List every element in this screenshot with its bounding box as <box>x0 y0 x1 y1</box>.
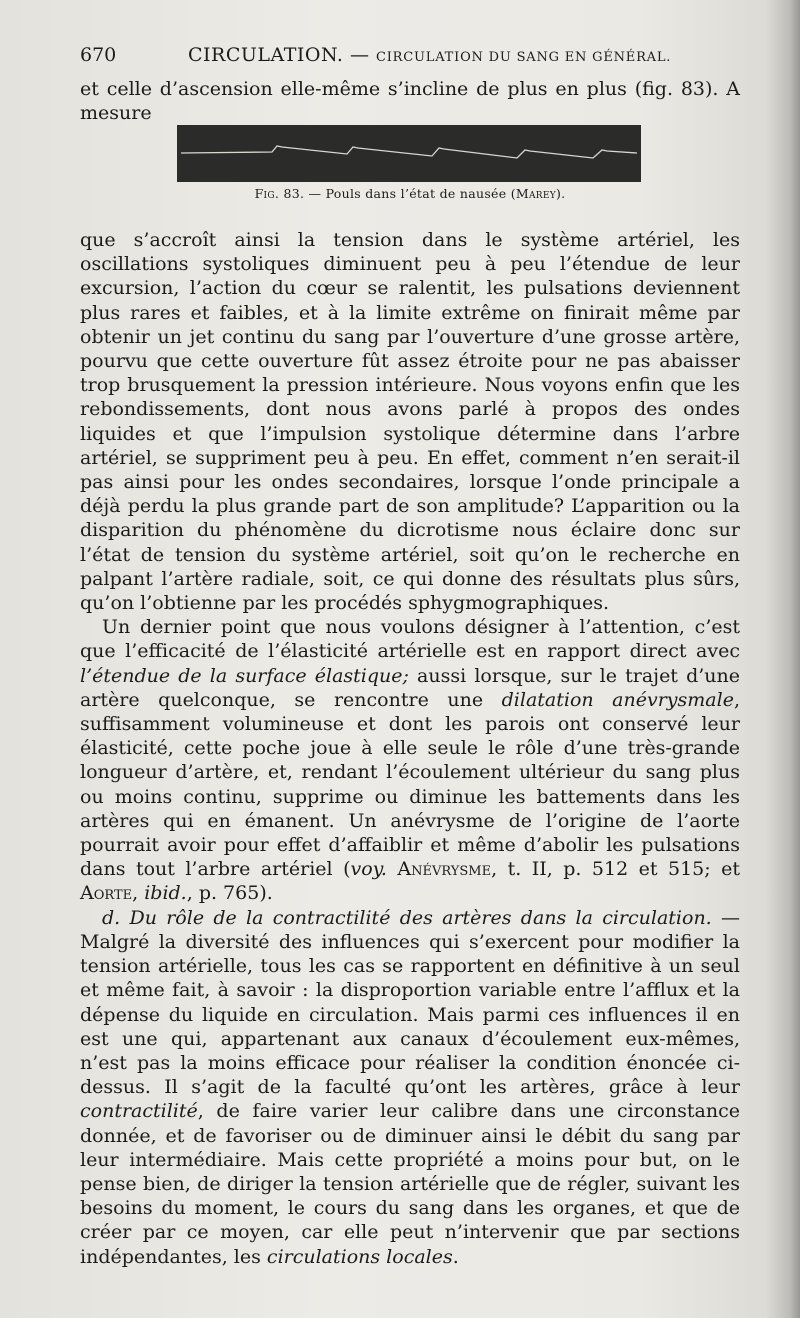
paragraph-3 <box>80 906 740 1269</box>
p2-text-f: , p. 765). <box>186 882 273 905</box>
caption-end: ). <box>555 186 566 201</box>
running-title-dash: — <box>349 44 370 66</box>
body-text <box>80 228 740 1269</box>
p2-italic-2: dilatation anévrysmale <box>501 688 734 711</box>
p3-text-c: . <box>452 1245 459 1268</box>
p3-italic-2: circulations locales <box>266 1245 453 1268</box>
p2-text-b: aussi lorsque, sur le trajet d’une artère quelconque, se rencontre une <box>80 664 740 711</box>
running-title-sub: CIRCULATION DU SANG EN GÉNÉRAL. <box>376 50 672 65</box>
p2-text-d: , t. II, p. 512 et 515; et <box>491 858 740 881</box>
paragraph-2 <box>80 615 740 905</box>
pulse-trace-graphic <box>177 125 641 182</box>
running-title <box>188 44 671 66</box>
figure-pulse-trace <box>177 125 641 182</box>
p2-aorte: Aorte <box>80 882 133 905</box>
paragraph-1: que s’accroît ainsi la tension dans le système artériel, les oscillations systoliques diminuent peu à peu l’étendue de leur excursion, l’action du cœur se ralentit, les pulsations deviennent plus rares et faibles, et à la limite extrême on finirait même par obtenir un jet continu du sang par l’ouverture d’une grosse artère, pourvu que cette ouverture fût assez étroite pour ne pas abaisser trop brusquement la pression intérieure. Nous voyons enfin que les rebondissements, dont nous avons parlé à propos des ondes liquides et que l’impulsion systolique détermine dans l’arbre artériel, se suppriment peu à peu. En effet, comment n’en serait-il pas ainsi pour les ondes secondaires, lorsque l’onde principale a déjà perdu la plus grande part de son amplitude? L’apparition ou la disparition du phénomène du dicrotisme nous éclaire donc sur l’état de tension du système artériel, soit qu’on le recherche en palpant l’artère radiale, soit, ce qui donne des résultats plus sûrs, qu’on l’obtienne par les procédés sphygmographiques. <box>80 229 740 615</box>
caption-text: — Pouls dans l’état de nausée ( <box>308 186 516 201</box>
p2-anevrysme: Anévrysme <box>397 858 492 881</box>
p2-text-e: , <box>132 882 145 905</box>
p3-text-b: , de faire varier leur calibre dans une circonstance donnée, et de favoriser ou de diminuer ainsi le débit du sang par leur intermédiaire. Mais cette propriété a moins pour but, on le pense bien, de diriger la tension artérielle que de régler, suivant les besoins du moment, le cours du sang dans les organes, et que de créer par ce moyen, car elle peut n’intervenir que par sections indépendantes, les <box>80 1100 740 1268</box>
p2-text-a: Un dernier point que nous voulons désigner à l’attention, c’est que l’efficacité de l’élasticité artérielle est en rapport direct avec <box>80 616 740 663</box>
p2-text-c: , suffisamment volumineuse et dont les parois ont conservé leur élasticité, cette poche joue à elle seule le rôle d’une très-grande longueur d’artère, et, rendant l’écoulement ultérieur du sang plus ou moins continu, supprime ou diminue les battements dans les artères qui en émanent. Un anévrysme de l’origine de l’aorte pourrait avoir pour effet d’affaiblir et même d’abolir les pulsations dans tout l’arbre artériel ( <box>80 688 741 881</box>
p3-heading: d. Du rôle de la contractilité des artères dans la circulation. <box>102 906 712 929</box>
p3-text-a: — Malgré la diversité des influences qui s’exercent pour modifier la tension artérielle, tous les cas se rapportent en définitive à un seul et même fait, à savoir : la disproportion variable entre l’afflux et la dépense du liquide en circulation. Mais parmi ces influences il en est une qui, appartenant aux canaux d’écoulement eux-mêmes, n’est pas la moins efficace pour réaliser la condition énoncée ci-dessus. Il s’agit de la faculté qu’ont les artères, grâce à leur <box>80 906 740 1099</box>
running-title-main: CIRCULATION. <box>188 44 344 66</box>
page-number: 670 <box>80 44 117 66</box>
running-header <box>80 44 740 72</box>
lead-line: et celle d’ascension elle-même s’incline de plus en plus (fig. 83). A mesure <box>80 78 740 125</box>
p3-italic-1: contractilité <box>80 1100 198 1123</box>
caption-author: Marey <box>515 186 556 201</box>
p2-voy: voy. <box>350 858 387 881</box>
page-edge-shadow <box>766 0 800 1318</box>
caption-label: Fig. 83. <box>254 186 305 201</box>
p2-ibid: ibid. <box>144 882 187 905</box>
p2-italic-1: l’étendue de la surface élastique; <box>80 664 409 687</box>
figure-caption <box>80 186 740 201</box>
